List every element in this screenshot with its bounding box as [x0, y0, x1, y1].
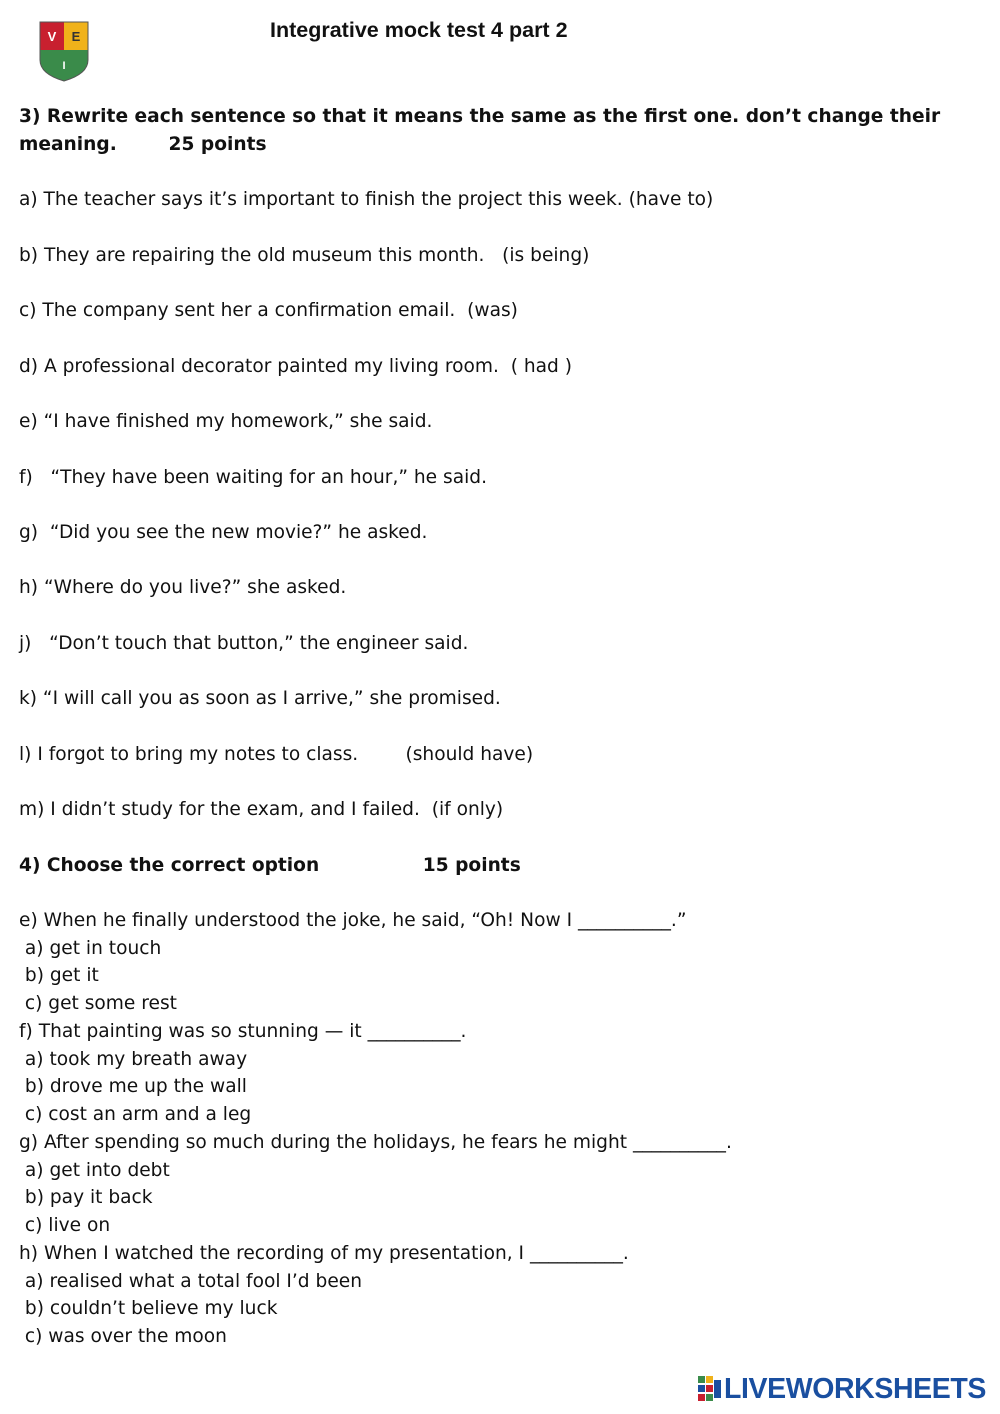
logo-letter: E	[71, 29, 81, 44]
question-text: f) That painting was so stunning — it __________.	[19, 1021, 467, 1042]
logo-letter: V	[47, 29, 57, 44]
answer-option: a) realised what a total fool I’d been	[19, 1271, 362, 1292]
section-4-heading: 4) Choose the correct option 15 points	[19, 855, 521, 876]
answer-option: c) live on	[19, 1215, 111, 1236]
answer-option: a) took my breath away	[19, 1049, 248, 1070]
question-text: e) When he finally understood the joke, he said, “Oh! Now I __________.”	[19, 910, 687, 931]
rewrite-item: b) They are repairing the old museum this month. (is being)	[19, 245, 590, 266]
footer-brand-text: LIVEWORKSHEETS	[723, 1372, 986, 1405]
answer-option: c) cost an arm and a leg	[19, 1104, 252, 1125]
rewrite-item: h) “Where do you live?” she asked.	[19, 577, 347, 598]
answer-option: b) get it	[19, 965, 99, 986]
rewrite-item: l) I forgot to bring my notes to class. (should have)	[19, 744, 534, 765]
rewrite-item: g) “Did you see the new movie?” he asked.	[19, 522, 428, 543]
rewrite-item: k) “I will call you as soon as I arrive,” she promised.	[19, 688, 501, 709]
rewrite-item: f) “They have been waiting for an hour,” he said.	[19, 467, 487, 488]
rewrite-item: j) “Don’t touch that button,” the engineer said.	[19, 633, 469, 654]
answer-option: c) was over the moon	[19, 1326, 227, 1347]
answer-option: c) get some rest	[19, 993, 177, 1014]
rewrite-item: d) A professional decorator painted my living room. ( had )	[19, 356, 573, 377]
footer-brand	[698, 1372, 986, 1406]
section-3-heading-continued: meaning. 25 points	[19, 134, 267, 155]
answer-option: b) pay it back	[19, 1187, 153, 1208]
section-3-heading: 3) Rewrite each sentence so that it means the same as the first one. don’t change their	[19, 106, 941, 127]
answer-option: a) get into debt	[19, 1160, 170, 1181]
page-title: Integrative mock test 4 part 2	[270, 18, 568, 42]
rewrite-item: e) “I have finished my homework,” she said.	[19, 411, 433, 432]
rewrite-item: c) The company sent her a confirmation email. (was)	[19, 300, 518, 321]
school-crest-logo	[38, 20, 90, 82]
answer-option: a) get in touch	[19, 938, 162, 959]
question-text: g) After spending so much during the holidays, he fears he might __________.	[19, 1132, 732, 1153]
rewrite-item: a) The teacher says it’s important to finish the project this week. (have to)	[19, 189, 714, 210]
answer-option: b) couldn’t believe my luck	[19, 1298, 278, 1319]
answer-option: b) drove me up the wall	[19, 1076, 247, 1097]
rewrite-item: m) I didn’t study for the exam, and I failed. (if only)	[19, 799, 504, 820]
question-text: h) When I watched the recording of my presentation, I __________.	[19, 1243, 629, 1264]
liveworksheets-logo-icon	[698, 1376, 722, 1402]
logo-letter: I	[62, 60, 66, 72]
